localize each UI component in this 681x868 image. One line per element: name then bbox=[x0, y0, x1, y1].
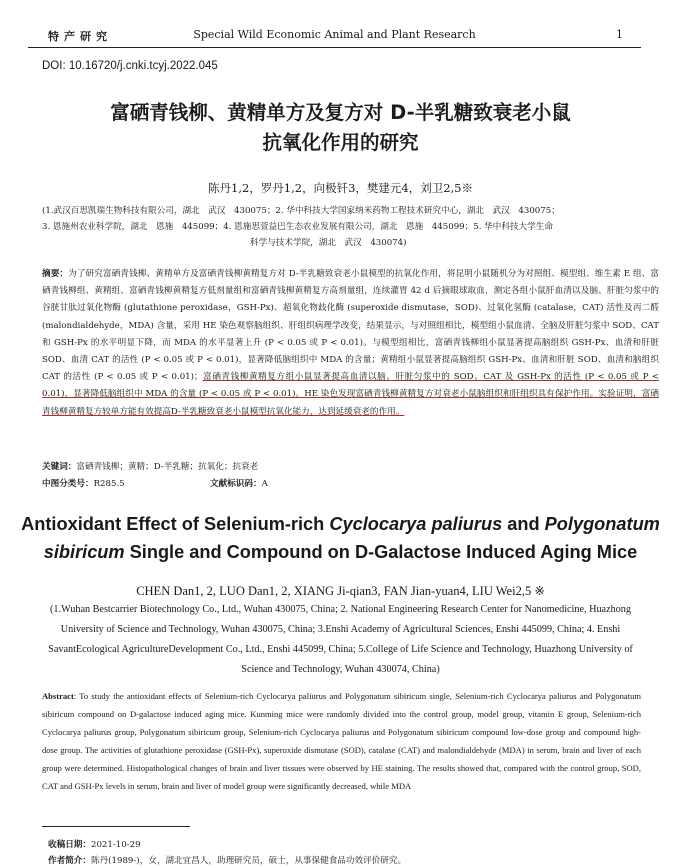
author-bio: 陈丹(1989-)，女，湖北宜昌人，助理研究员，硕士，从事保健食品功效评价研究。 bbox=[90, 856, 407, 866]
affiliation-cn-line2: 3. 恩施州农业科学院，湖北 恩施 445099；4. 恩施思萱益巴生态农业发展有限公司，湖北 恩施 445099；5. 华中科技大学生命 bbox=[42, 222, 553, 232]
authors-cn: 陈丹1,2，罗丹1,2，向极钎3，樊建元4，刘卫2,5※ bbox=[208, 181, 473, 195]
affiliations-cn bbox=[42, 203, 659, 251]
received-label: 收稿日期： bbox=[48, 840, 91, 850]
title-en-part3: Single and Compound on D-Galactose Induced Aging Mice bbox=[124, 542, 638, 562]
abstract-en-text: : To study the antioxidant effects of Selenium-rich Cyclocarya paliurus and Polygonatum sibiricum single, Selenium-rich Cyclocarya paliurus and Polygonatum sibiricum compound on D-galactose induced aging mice. Kunming mice were randomly divided into the control group, model group, vitamin E group, Selenium-rich Cyclocarya paliurus group, Polygonatum sibiricum group, Selenium-rich Cyclocarya paliurus and Polygonatum sibiricum compound low-dose group and compound high-dose group. The activities of glutathione peroxidase (GSH-Px), superoxide dismutase (SOD), catalase (CAT) and malondialdehyde (MDA) in serum, brain and liver of each group were determined. Histopathological changes of brain and liver tissues were observed by HE staining. The results showed that, compared with the control group, SOD, CAT and GSH-Px levels in serum, brain and liver of model group were significantly decreased, while MDA bbox=[42, 691, 641, 791]
clc-label: 中图分类号： bbox=[42, 479, 94, 489]
journal-name-cn: 特产研究 bbox=[48, 30, 112, 43]
title-cn-line2: 抗氧化作用的研究 bbox=[262, 131, 419, 154]
clc-value: R285.5 bbox=[93, 479, 125, 489]
author-bio-label: 作者简介： bbox=[48, 856, 91, 866]
title-en-italic2: Polygonatum sibiricum bbox=[43, 514, 660, 562]
doc-code-label: 文献标识码： bbox=[210, 479, 262, 489]
title-en-italic1: Cyclocarya paliurus bbox=[329, 514, 503, 534]
affiliation-cn-line3: 科学与技术学院，湖北 武汉 430074) bbox=[250, 238, 407, 248]
footnote-received bbox=[48, 838, 659, 850]
footnote-rule bbox=[42, 826, 190, 827]
classification bbox=[42, 476, 659, 492]
doc-code-value: A bbox=[261, 479, 268, 489]
received-date: 2021-10-29 bbox=[90, 840, 141, 850]
abstract-cn-label: 摘要： bbox=[42, 269, 69, 279]
keywords-cn bbox=[42, 459, 659, 475]
title-cn-line1: 富硒青钱柳、黄精单方及复方对 D-半乳糖致衰老小鼠 bbox=[110, 101, 571, 124]
title-cn bbox=[40, 98, 641, 158]
footnote-author bbox=[48, 854, 659, 866]
doi: DOI: 10.16720/j.cnki.tcyj.2022.045 bbox=[42, 60, 218, 72]
affiliation-cn-line1: (1.武汉百思凯瑞生物科技有限公司，湖北 武汉 430075；2. 华中科技大学国家纳米药物工程技术研究中心，湖北 武汉 430075； bbox=[42, 206, 560, 216]
doc-code bbox=[210, 476, 268, 492]
header-rule bbox=[28, 47, 641, 48]
abstract-en-label: Abstract bbox=[42, 691, 74, 701]
journal-name-en: Special Wild Economic Animal and Plant Research bbox=[193, 28, 476, 41]
page-number: 1 bbox=[616, 28, 623, 41]
title-en-part1: Antioxidant Effect of Selenium-rich bbox=[21, 514, 330, 534]
abstract-cn-tail: 实验证明，富硒青钱柳黄精复方较单方能有效提高D-半乳糖致衰老小鼠模型抗氧化能力，达到延缓衰老的作用。 bbox=[42, 389, 659, 417]
abstract-cn-text: 为了研究富硒青钱柳、黄精单方及富硒青钱柳黄精复方对 D-半乳糖致衰老小鼠模型的抗氧化作用，将昆明小鼠随机分为对照组、模型组、维生素 E 组、富硒青钱柳组、黄精组、富硒青钱柳黄精复方低剂量组和富硒青钱柳黄精复方高剂量组，连续灌胃 42 d 后摘眼球取血，测定各组小鼠肝血清以及脑、肝脏匀浆中的谷胱甘肽过氧化物酶 (glutathione peroxidase，GSH-Px)、超氧化物歧化酶 (superoxide dismutase，SOD)、过氧化氢酶 (catalase，CAT) 活性及丙二醛 (malondialdehyde，MDA) 含量，采用 HE 染色观察脑组织、肝组织病理学改变，结果显示，与对照组相比，模型组小鼠血清、全脑及肝脏匀浆中 SOD、CAT 和 GSH-Px 的水平明显下降，而 MDA 的水平显著上升 (P < 0.05 或 P < 0.01)。与模型组相比，富硒青钱柳组小鼠显著提高脑组织 GSH-Px、血清和肝脏 SOD、血清 CAT 的活性 (P < 0.05 或 P < 0.01)，显著降低脑组织中 MDA 的含量；黄精组小鼠显著提高脑组织 GSH-Px、血清和肝脏 SOD、血清和脑组织 CAT 的活性 (P < 0.05 或 P < 0.01)； bbox=[42, 269, 659, 383]
authors-en: CHEN Dan1, 2, LUO Dan1, 2, XIANG Ji-qian3, FAN Jian-yuan4, LIU Wei2,5 ※ bbox=[136, 584, 545, 598]
abstract-en bbox=[42, 687, 641, 795]
abstract-cn-underlined: 富硒青钱柳黄精复方组小鼠显著提高血清以脑、肝脏匀浆中的 SOD、CAT 及 GSH-Px 的活性 (P < 0.05 或 P < 0.01)，显著降低脑组织中 MDA 的含量 (P < 0.05 或 P < 0.01)。HE 染色发现富硒青钱柳黄精复方对衰老小鼠脑组织和肝组织具有保护作用。 bbox=[42, 372, 660, 400]
keywords-cn-label: 关键词： bbox=[42, 462, 77, 472]
affiliations-en: (1.Wuhan Bestcarrier Biotechnology Co., Ltd., Wuhan 430075, China; 2. National Engineering Research Center for Nanomedicine, Huazhong University of Science and Technology, Wuhan 430075, China; 3.Enshi Academy of Agricultural Sciences, Enshi 445099, China; 4. Enshi SavantEcological AgricultureDevelopment Co., Ltd., Enshi 445099, China; 5.College of Life Science and Technology, Huazhong University of Science and Technology, Wuhan 430074, China) bbox=[48, 604, 633, 675]
title-en bbox=[20, 510, 661, 566]
running-header bbox=[28, 28, 641, 46]
abstract-cn bbox=[42, 266, 659, 421]
title-en-part2: and bbox=[502, 514, 545, 534]
keywords-cn-text: 富硒青钱柳；黄精；D-半乳糖；抗氧化；抗衰老 bbox=[76, 462, 259, 472]
